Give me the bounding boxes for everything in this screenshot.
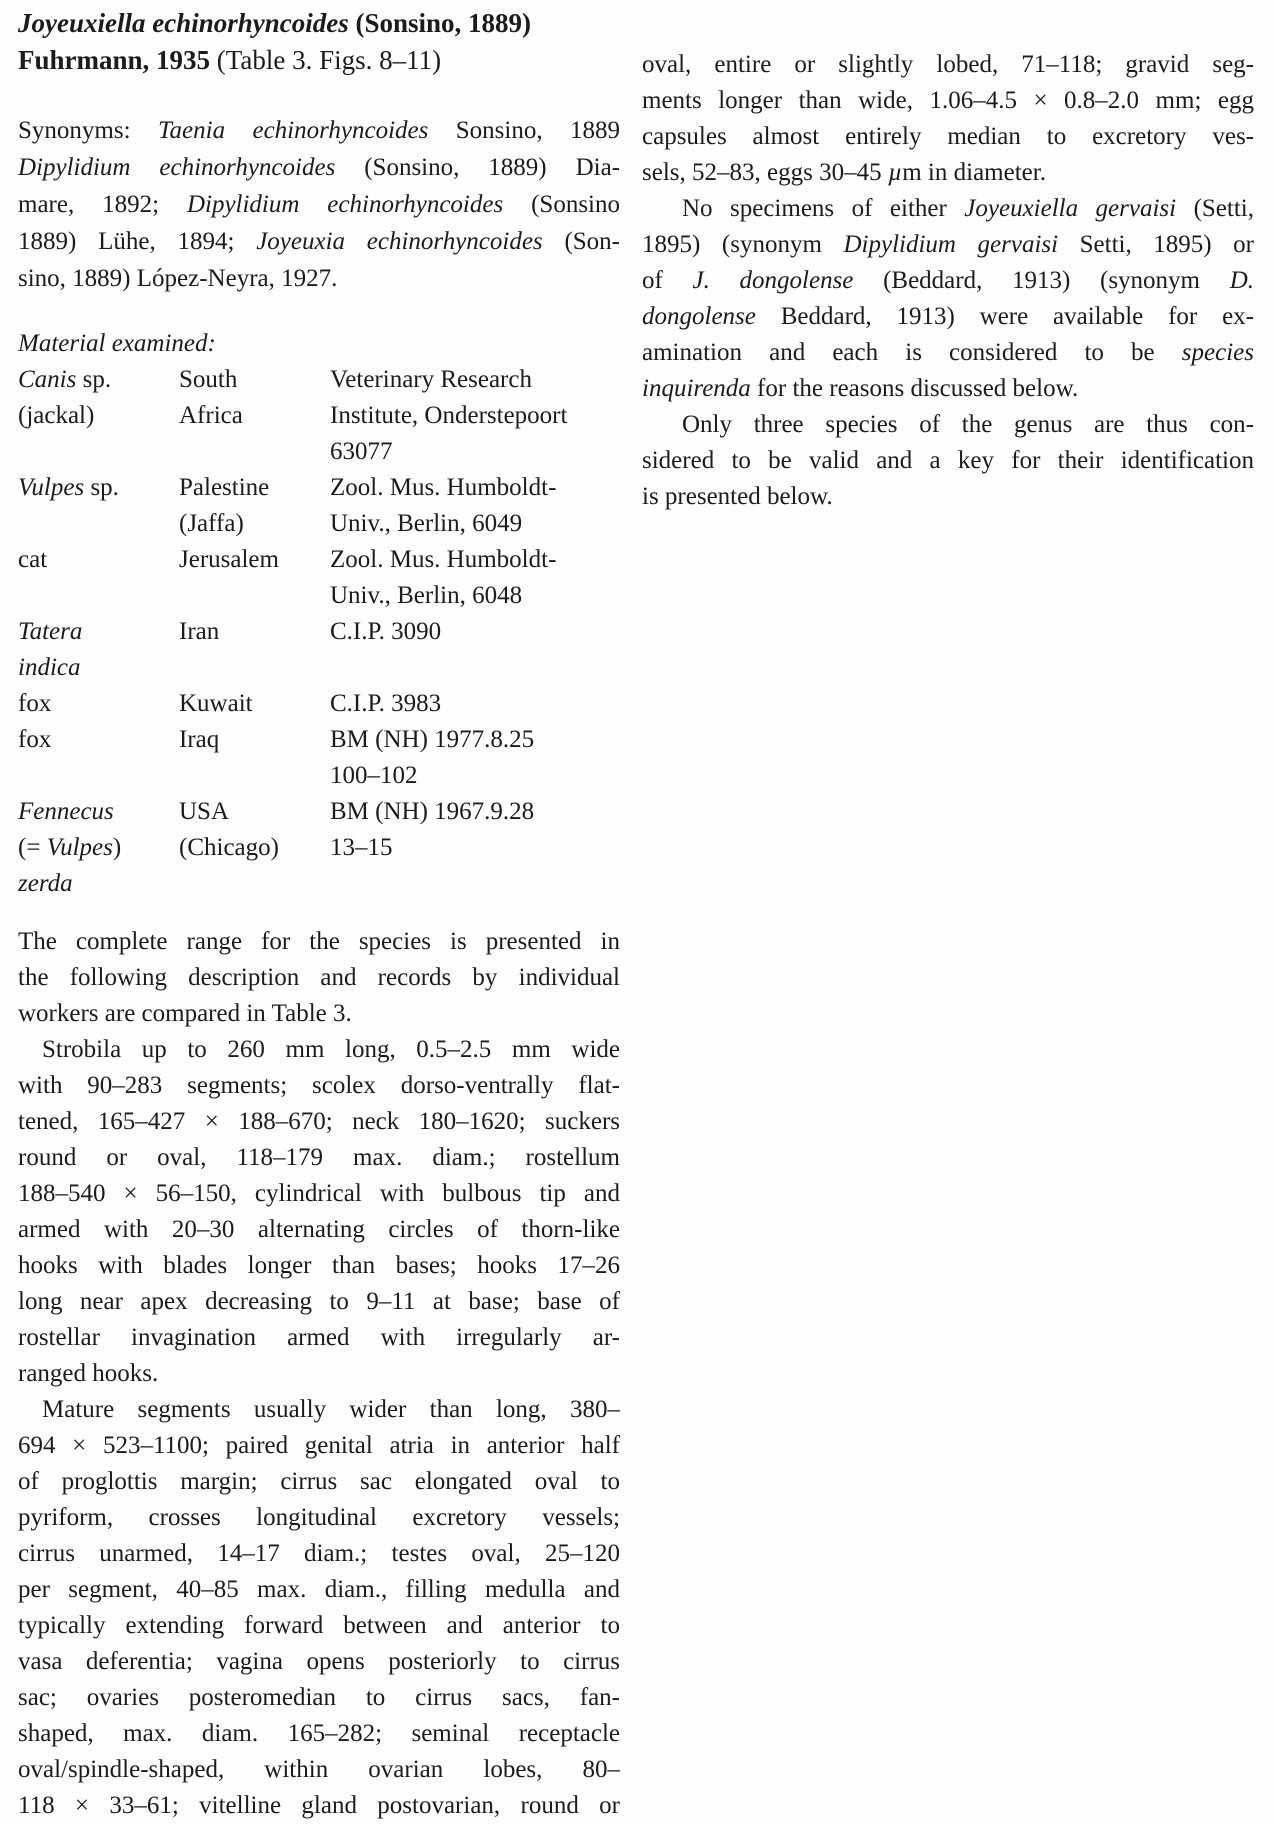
left-column-text <box>18 924 620 1824</box>
table-row <box>18 794 620 902</box>
text-segment: vasa deferentia; vagina opens posteriorly to cirrus <box>18 1648 620 1675</box>
text-line <box>18 1680 620 1716</box>
text-line <box>330 794 620 830</box>
text-segment: sp. <box>84 474 119 501</box>
text-segment: C.I.P. 3090 <box>330 618 442 645</box>
text-segment: Zool. Mus. Humboldt- <box>330 474 557 501</box>
synonyms-paragraph <box>18 112 620 297</box>
text-line <box>330 506 620 542</box>
text-segment: pyriform, crosses longitudinal excretory vessels; <box>18 1504 620 1531</box>
text-segment: indica <box>18 654 81 681</box>
text-line <box>330 758 620 794</box>
text-line <box>330 686 620 722</box>
text-segment: ) <box>112 834 122 861</box>
text-segment: Institute, Onderstepoort <box>330 402 568 429</box>
text-segment: Joyeuxia echinorhyncoides <box>256 228 543 255</box>
text-line <box>18 1104 620 1140</box>
text-line <box>18 614 179 650</box>
text-segment: Material examined: <box>18 330 216 357</box>
text-line <box>642 479 1254 515</box>
text-line <box>18 1248 620 1284</box>
table-cell-host <box>18 614 179 686</box>
text-line <box>18 686 179 722</box>
table-cell-collection <box>330 794 620 902</box>
text-segment: Fennecus <box>18 798 114 825</box>
table-cell-locality <box>179 686 330 722</box>
species-heading <box>18 5 620 79</box>
text-segment: (Sonsino, 1889) <box>348 8 532 38</box>
text-line <box>18 866 179 902</box>
text-segment: Palestine <box>179 474 270 501</box>
text-segment: USA <box>179 798 230 825</box>
text-segment: sino, 1889) López-Neyra, 1927. <box>18 265 338 292</box>
text-line <box>18 830 179 866</box>
text-segment: (Beddard, 1913) (synonym <box>853 267 1230 294</box>
text-segment: BM (NH) 1967.9.28 <box>330 798 535 825</box>
text-line <box>179 506 330 542</box>
text-segment: long near apex decreasing to 9–11 at base; base of <box>18 1288 620 1315</box>
text-segment: round or oval, 118–179 max. diam.; rostellum <box>18 1144 620 1171</box>
table-cell-collection <box>330 686 620 722</box>
text-segment: dongolense <box>642 303 756 330</box>
text-segment: zerda <box>18 870 73 897</box>
text-segment: The complete range for the species is presented in <box>18 928 620 955</box>
text-segment: Univ., Berlin, 6049 <box>330 510 523 537</box>
text-line <box>179 470 330 506</box>
text-line <box>18 1788 620 1824</box>
text-segment: Dipylidium gervaisi <box>843 231 1059 258</box>
text-segment: inquirenda <box>642 375 751 402</box>
text-line <box>18 722 179 758</box>
text-segment: Iraq <box>179 726 220 753</box>
text-segment: species <box>1181 339 1254 366</box>
text-segment: 13–15 <box>330 834 393 861</box>
text-segment: (Jaffa) <box>179 510 244 537</box>
material-examined-table <box>18 362 620 902</box>
text-segment: µ <box>887 159 903 186</box>
text-segment: mare, 1892; <box>18 191 187 218</box>
text-segment: Jerusalem <box>179 546 279 573</box>
text-line <box>179 830 330 866</box>
text-segment: 694 × 523–1100; paired genital atria in anterior half <box>18 1432 620 1459</box>
table-row <box>18 722 620 794</box>
text-line <box>18 1572 620 1608</box>
text-segment: fox <box>18 690 52 717</box>
text-line <box>18 326 620 362</box>
text-line <box>18 1500 620 1536</box>
text-line <box>642 263 1254 299</box>
text-line <box>642 299 1254 335</box>
text-line <box>18 223 620 260</box>
text-line <box>642 407 1254 443</box>
text-segment: Taenia echinorhyncoides <box>157 117 429 144</box>
text-line <box>330 542 620 578</box>
text-line <box>18 42 620 79</box>
text-line <box>330 578 620 614</box>
text-segment: cat <box>18 546 48 573</box>
text-segment: (Son- <box>542 228 620 255</box>
text-line <box>330 434 620 470</box>
text-segment: ments longer than wide, 1.06–4.5 × 0.8–2.0 mm; egg <box>642 87 1254 114</box>
text-line <box>18 1176 620 1212</box>
right-column-text <box>642 47 1254 515</box>
text-line <box>330 614 620 650</box>
text-line <box>642 227 1254 263</box>
text-segment: Zool. Mus. Humboldt- <box>330 546 557 573</box>
text-segment: (Table 3. Figs. 8–11) <box>210 45 442 75</box>
text-segment: Vulpes <box>46 834 113 861</box>
text-segment: Kuwait <box>179 690 253 717</box>
text-line <box>18 470 179 506</box>
text-segment: Fuhrmann, 1935 <box>18 45 211 75</box>
text-segment: 118 × 33–61; vitelline gland postovarian, round or <box>18 1792 620 1819</box>
text-segment: ranged hooks. <box>18 1360 159 1387</box>
text-line <box>18 5 620 42</box>
text-segment: sac; ovaries posteromedian to cirrus sacs, fan- <box>18 1684 620 1711</box>
text-segment: Mature segments usually wider than long, 380– <box>42 1396 620 1423</box>
table-cell-collection <box>330 614 620 686</box>
text-segment: (= <box>18 834 47 861</box>
text-line <box>18 1032 620 1068</box>
text-segment: (Chicago) <box>179 834 279 861</box>
table-cell-host <box>18 362 179 470</box>
text-segment: Sonsino, 1889 <box>428 117 621 144</box>
text-segment: Tatera <box>18 618 83 645</box>
text-segment: sidered to be valid and a key for their identification <box>642 447 1254 474</box>
text-segment: BM (NH) 1977.8.25 <box>330 726 535 753</box>
text-line <box>18 149 620 186</box>
text-line <box>179 614 330 650</box>
text-line <box>642 371 1254 407</box>
text-line <box>18 112 620 149</box>
table-row <box>18 686 620 722</box>
text-segment: South <box>179 366 238 393</box>
text-line <box>642 47 1254 83</box>
text-segment: C.I.P. 3983 <box>330 690 442 717</box>
text-segment: amination and each is considered to be <box>642 339 1182 366</box>
text-segment: sp. <box>76 366 112 393</box>
text-line <box>18 1140 620 1176</box>
table-cell-locality <box>179 614 330 686</box>
table-row <box>18 470 620 542</box>
text-segment: Strobila up to 260 mm long, 0.5–2.5 mm wide <box>42 1036 620 1063</box>
text-line <box>179 722 330 758</box>
text-segment: Veterinary Research <box>330 366 532 393</box>
text-line <box>18 1212 620 1248</box>
text-line <box>642 335 1254 371</box>
text-segment: capsules almost entirely median to excretory ves- <box>642 123 1254 150</box>
text-line <box>18 1392 620 1428</box>
table-cell-host <box>18 722 179 794</box>
table-cell-collection <box>330 362 620 470</box>
text-segment: Dipylidium echinorhyncoides <box>18 154 336 181</box>
table-cell-host <box>18 686 179 722</box>
text-line <box>330 362 620 398</box>
text-line <box>18 1284 620 1320</box>
text-line <box>18 924 620 960</box>
text-segment: Vulpes <box>18 474 85 501</box>
text-segment: is presented below. <box>642 483 833 510</box>
text-line <box>18 996 620 1032</box>
text-segment: (Setti, <box>1176 195 1254 222</box>
text-segment: typically extending forward between and anterior to <box>18 1612 620 1639</box>
text-line <box>18 1536 620 1572</box>
text-segment: Univ., Berlin, 6048 <box>330 582 523 609</box>
text-line <box>179 794 330 830</box>
text-segment: 100–102 <box>330 762 418 789</box>
text-line <box>18 1320 620 1356</box>
text-segment: workers are compared in Table 3. <box>18 1000 352 1027</box>
text-segment: cirrus unarmed, 14–17 diam.; testes oval, 25–120 <box>18 1540 620 1567</box>
text-segment: of proglottis margin; cirrus sac elongated oval to <box>18 1468 620 1495</box>
text-segment: for the reasons discussed below. <box>750 375 1079 402</box>
text-segment: Only three species of the genus are thus con- <box>682 411 1254 438</box>
text-segment: Iran <box>179 618 220 645</box>
text-line <box>18 1464 620 1500</box>
text-line <box>18 1644 620 1680</box>
text-segment: Canis <box>18 366 77 393</box>
text-segment: Africa <box>179 402 243 429</box>
text-segment: per segment, 40–85 max. diam., filling medulla and <box>18 1576 620 1603</box>
table-cell-host <box>18 794 179 902</box>
text-line <box>18 1068 620 1104</box>
table-row <box>18 542 620 614</box>
table-cell-locality <box>179 470 330 542</box>
table-cell-collection <box>330 542 620 614</box>
text-line <box>642 119 1254 155</box>
text-line <box>330 398 620 434</box>
text-segment: oval, entire or slightly lobed, 71–118; gravid seg- <box>642 51 1254 78</box>
table-cell-locality <box>179 542 330 614</box>
text-line <box>18 1428 620 1464</box>
table-row <box>18 362 620 470</box>
text-line <box>18 362 179 398</box>
text-line <box>18 794 179 830</box>
text-segment: (Sonsino, 1889) Dia- <box>335 154 620 181</box>
text-line <box>18 1752 620 1788</box>
table-cell-host <box>18 542 179 614</box>
text-line <box>179 542 330 578</box>
text-segment: J. dongolense <box>692 267 854 294</box>
text-line <box>18 260 620 297</box>
table-cell-collection <box>330 722 620 794</box>
table-cell-host <box>18 470 179 542</box>
text-segment: 63077 <box>330 438 393 465</box>
text-segment: with 90–283 segments; scolex dorso-ventrally flat- <box>18 1072 620 1099</box>
text-segment: tened, 165–427 × 188–670; neck 180–1620; suckers <box>18 1108 620 1135</box>
text-line <box>642 191 1254 227</box>
text-line <box>18 650 179 686</box>
text-line <box>330 470 620 506</box>
text-segment: shaped, max. diam. 165–282; seminal receptacle <box>18 1720 620 1747</box>
table-row <box>18 614 620 686</box>
text-segment: (jackal) <box>18 402 95 429</box>
text-line <box>179 362 330 398</box>
text-segment: hooks with blades longer than bases; hooks 17–26 <box>18 1252 620 1279</box>
text-segment: sels, 52–83, eggs 30–45 <box>642 159 888 186</box>
table-cell-locality <box>179 362 330 470</box>
text-segment: oval/spindle-shaped, within ovarian lobes, 80– <box>18 1756 620 1783</box>
text-segment: 188–540 × 56–150, cylindrical with bulbous tip and <box>18 1180 620 1207</box>
text-segment: fox <box>18 726 52 753</box>
material-examined-label <box>18 326 620 362</box>
text-segment: Dipylidium echinorhyncoides <box>186 191 504 218</box>
text-segment: Synonyms: <box>18 117 158 144</box>
text-segment: 1889) Lühe, 1894; <box>18 228 257 255</box>
text-segment: armed with 20–30 alternating circles of thorn-like <box>18 1216 620 1243</box>
text-line <box>179 398 330 434</box>
text-segment: the following description and records by individual <box>18 964 620 991</box>
text-segment: m in diameter. <box>902 159 1046 186</box>
table-cell-collection <box>330 470 620 542</box>
table-cell-locality <box>179 794 330 902</box>
text-line <box>18 186 620 223</box>
text-segment: D. <box>1229 267 1254 294</box>
text-line <box>642 83 1254 119</box>
text-line <box>18 960 620 996</box>
text-segment: Joyeuxiella echinorhyncoides <box>18 8 349 38</box>
text-line <box>179 686 330 722</box>
text-segment: Setti, 1895) or <box>1058 231 1255 258</box>
text-segment: rostellar invagination armed with irregularly ar- <box>18 1324 620 1351</box>
table-cell-locality <box>179 722 330 794</box>
text-line <box>642 155 1254 191</box>
text-segment: Beddard, 1913) were available for ex- <box>755 303 1254 330</box>
text-segment: Joyeuxiella gervaisi <box>964 195 1177 222</box>
text-line <box>330 722 620 758</box>
text-line <box>18 542 179 578</box>
text-line <box>18 1716 620 1752</box>
text-line <box>330 830 620 866</box>
text-segment: of <box>642 267 693 294</box>
text-segment: No specimens of either <box>682 195 965 222</box>
text-segment: (Sonsino <box>503 191 620 218</box>
text-line <box>18 398 179 434</box>
text-line <box>642 443 1254 479</box>
text-segment: 1895) (synonym <box>642 231 844 258</box>
text-line <box>18 1356 620 1392</box>
text-line <box>18 1608 620 1644</box>
